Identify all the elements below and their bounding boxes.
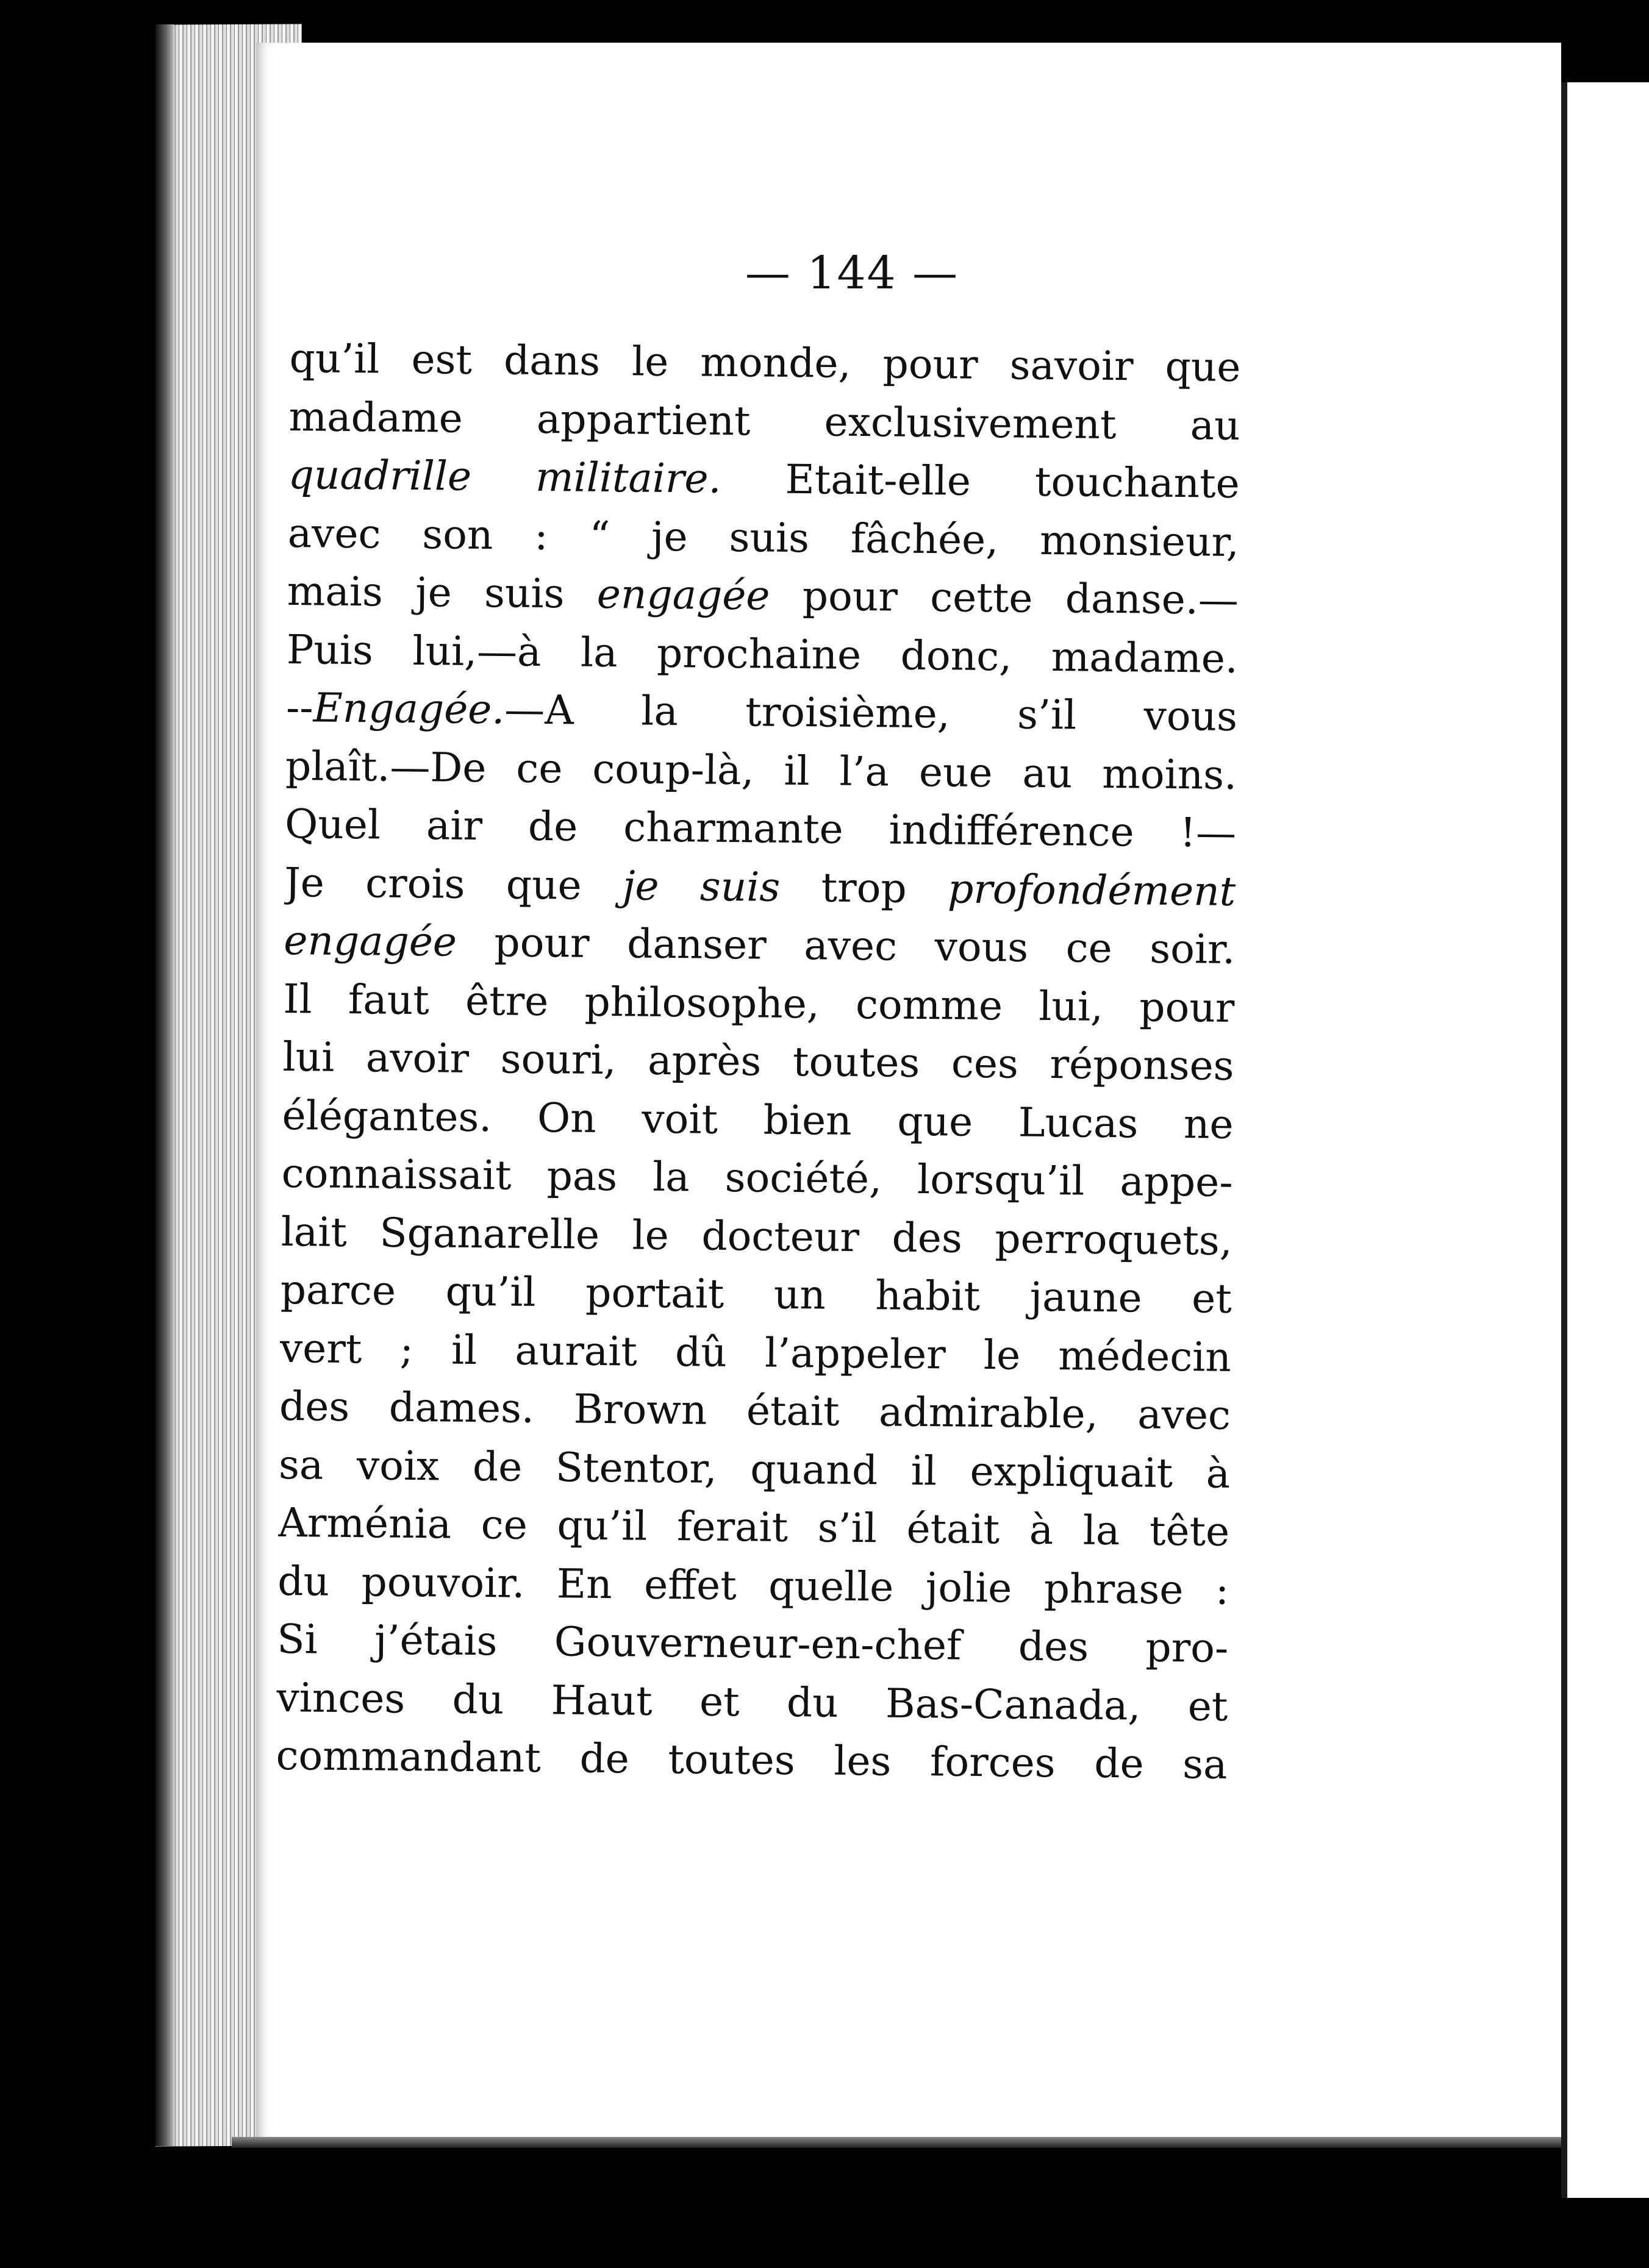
- text-line: [284, 853, 1236, 920]
- text-line: [282, 1028, 1234, 1095]
- text-run: mais je suis: [287, 567, 598, 618]
- text-line: [276, 1668, 1228, 1735]
- text-run: qu’il est dans le monde, pour savoir que: [289, 334, 1241, 391]
- text-run: --: [285, 683, 314, 732]
- text-run: Je crois que: [284, 858, 623, 909]
- text-run: Etait-elle touchante: [721, 455, 1240, 507]
- text-run: sa voix de Stentor, quand il expliquait à: [278, 1441, 1231, 1497]
- text-line: [276, 1727, 1228, 1794]
- text-run: lui avoir souri, après toutes ces réponses: [282, 1033, 1234, 1089]
- text-line: [281, 1144, 1233, 1211]
- text-line: [279, 1435, 1231, 1502]
- italic-run: Engagée.: [313, 684, 505, 733]
- text-run: pour danser avec vous ce soir.: [456, 918, 1236, 973]
- text-line: [284, 911, 1236, 979]
- text-line: [288, 387, 1240, 454]
- text-line: [279, 1377, 1231, 1444]
- text-line: [287, 504, 1239, 571]
- text-run: avec son : “ je suis fâchée, monsieur,: [287, 509, 1240, 566]
- text-run: élégantes. On voit bien que Lucas ne: [282, 1091, 1234, 1148]
- text-run: trop: [779, 863, 948, 912]
- italic-run: je suis: [622, 861, 781, 911]
- text-run: pour cette danse.—: [770, 572, 1239, 624]
- facing-page-edge: [1561, 82, 1649, 2198]
- text-line: [278, 1494, 1230, 1561]
- text-line: [285, 736, 1237, 804]
- text-run: Si j’étais Gouverneur-en-chef des pro-: [277, 1615, 1229, 1672]
- text-line: [280, 1261, 1232, 1328]
- text-run: Il faut être philosophe, comme lui, pour: [283, 975, 1235, 1032]
- text-run: vinces du Haut et du Bas-Canada, et: [276, 1674, 1228, 1730]
- text-line: [279, 1319, 1231, 1386]
- page-number: — 144 —: [745, 247, 959, 299]
- text-line: [282, 1086, 1234, 1153]
- text-line: [285, 795, 1237, 862]
- text-line: [286, 620, 1238, 687]
- text-run: lait Sganarelle le docteur des perroquets,: [281, 1208, 1233, 1264]
- text-run: —A la troisième, s’il vous: [504, 686, 1238, 740]
- text-run: commandant de toutes les forces de sa: [276, 1731, 1228, 1788]
- italic-run: engagée: [596, 570, 770, 619]
- text-run: Quel air de charmante indifférence !—: [284, 800, 1237, 857]
- text-run: du pouvoir. En effet quelle jolie phrase :: [277, 1557, 1229, 1614]
- text-line: [277, 1610, 1229, 1677]
- text-line: [288, 446, 1240, 513]
- text-line: [287, 562, 1239, 629]
- italic-run: engagée: [284, 916, 457, 966]
- text-run: connaissait pas la société, lorsqu’il appe-: [281, 1149, 1234, 1206]
- text-run: des dames. Brown était admirable, avec: [279, 1382, 1231, 1439]
- page-bottom-shadow: [232, 2137, 1561, 2148]
- text-run: parce qu’il portait un habit jaune et: [280, 1266, 1232, 1322]
- text-line: [281, 1202, 1232, 1269]
- text-run: Puis lui,—à la prochaine donc, madame.: [286, 626, 1239, 682]
- text-line: [277, 1552, 1229, 1619]
- text-line: [283, 969, 1235, 1036]
- text-run: Arménia ce qu’il ferait s’il était à la tête: [277, 1499, 1230, 1555]
- italic-run: profondément: [947, 865, 1236, 915]
- text-run: madame appartient exclusivement au: [288, 393, 1240, 449]
- text-run: vert ; il aurait dû l’appeler le médecin: [279, 1324, 1232, 1381]
- text-line: [289, 329, 1241, 396]
- italic-run: quadrille militaire.: [288, 451, 721, 502]
- body-text: [276, 329, 1241, 1794]
- text-run: plaît.—De ce coup-là, il l’a eue au moins.: [285, 742, 1237, 799]
- text-line: [286, 679, 1238, 746]
- binding-shadow: [156, 24, 174, 2146]
